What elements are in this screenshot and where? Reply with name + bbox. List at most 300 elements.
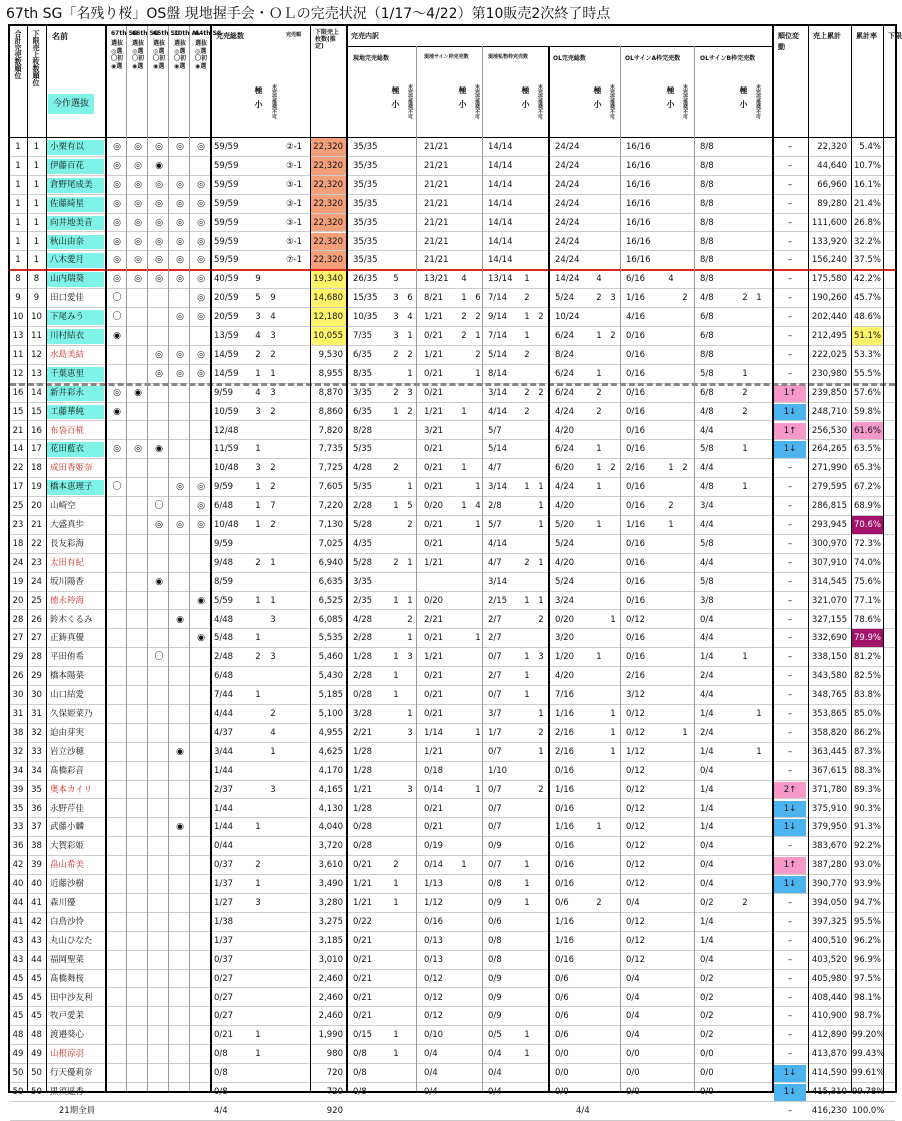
detail-d3-sho: 1 — [538, 501, 544, 512]
goku-count — [252, 176, 264, 194]
detail-d3-sho — [535, 989, 547, 1007]
detail-d5: 0/16 — [626, 406, 646, 417]
detail-d1-goku: 3 — [393, 331, 399, 341]
detail-d5-sho — [679, 837, 691, 855]
detail-d1-goku — [390, 781, 402, 799]
detail-d6-goku — [739, 724, 751, 742]
goku-count — [252, 1064, 264, 1082]
cum-rate: 72.3% — [853, 538, 881, 549]
detail-d3-goku: 2 — [524, 293, 530, 304]
detail-d5-sho — [679, 1007, 691, 1025]
member-name: 橋本陽菜 — [50, 671, 85, 682]
detail-d1-goku — [390, 951, 402, 969]
detail-d1-sho: 1 — [407, 482, 413, 493]
cum-rate: 82.5% — [853, 671, 881, 682]
detail-d4-sho: 3 — [610, 293, 616, 304]
table-row — [10, 270, 895, 289]
detail-d6: 0/2 — [700, 992, 714, 1003]
detail-d1-goku: 1 — [393, 595, 399, 606]
detail-d1: 0/28 — [353, 690, 373, 701]
lower-sales: 5,460 — [318, 652, 343, 663]
detail-d5-goku — [665, 176, 677, 194]
sho-count — [266, 270, 280, 288]
table-row — [10, 686, 895, 705]
cum-rate: 10.7% — [853, 160, 881, 171]
detail-d2-goku — [458, 592, 470, 610]
table-row — [10, 251, 895, 270]
detail-d5: 1/16 — [626, 293, 646, 304]
lower-sales: 3,185 — [318, 935, 343, 946]
table-row — [10, 592, 895, 611]
detail-d4: 24/24 — [555, 198, 580, 209]
detail-d5-sho — [679, 1045, 691, 1063]
header-d3-mikanbai: 未完売推奨不可 — [537, 84, 543, 119]
detail-d6: 8/8 — [700, 179, 714, 190]
detail-d3-goku — [521, 459, 533, 477]
detail-d6: 0/4 — [700, 879, 714, 890]
detail-d2-goku — [458, 875, 470, 893]
detail-d3-goku — [521, 932, 533, 950]
detail-d4-goku — [593, 932, 605, 950]
table-row — [10, 894, 895, 913]
detail-d6-sho: 1 — [756, 746, 762, 757]
detail-d2: 0/21 — [424, 803, 444, 814]
rank-total-cell: 25 — [12, 501, 24, 512]
member-name: 田中沙友利 — [50, 992, 93, 1003]
detail-d1: 0/21 — [353, 1011, 373, 1022]
detail-d6-goku — [739, 1083, 751, 1101]
detail-d2-goku — [458, 913, 470, 931]
table-row — [10, 176, 895, 195]
rank-change: – — [787, 973, 793, 984]
detail-d3-goku — [521, 497, 533, 515]
member-name: 髙橋舞桜 — [50, 973, 85, 984]
cum-rate: 99.78% — [852, 1087, 885, 1097]
rank-change: – — [787, 1011, 793, 1022]
detail-d6-sho — [753, 573, 765, 591]
detail-d1-sho — [404, 762, 416, 780]
sold-total: 0/8 — [214, 1068, 228, 1079]
history-mark: ◎ — [176, 255, 184, 266]
detail-d1: 6/35 — [353, 406, 373, 417]
detail-d3: 14/14 — [488, 217, 513, 228]
detail-d4: 24/24 — [555, 179, 580, 190]
cum-sales: 300,970 — [811, 538, 847, 549]
detail-d1-goku — [390, 251, 402, 269]
detail-d4: 3/20 — [555, 633, 575, 644]
detail-d6-goku — [739, 781, 751, 799]
detail-d6-goku — [739, 195, 751, 213]
sold-total: 3/44 — [214, 746, 234, 757]
detail-d4: 0/6 — [555, 1030, 569, 1041]
cum-rate: 99.20% — [852, 1030, 885, 1041]
detail-d3: 5/14 — [488, 444, 508, 455]
rank-change: – — [787, 520, 793, 530]
detail-d1-goku — [390, 611, 402, 629]
detail-d2-goku — [458, 629, 470, 647]
header-legend-10: 選抜 ◎選 〇初 ◉選 — [174, 40, 187, 70]
detail-d3: 0/6 — [488, 916, 502, 927]
selection-divider-line — [10, 269, 895, 271]
sold-total: 6/48 — [214, 501, 234, 512]
header-selected-badge: 今作選抜 — [48, 94, 94, 114]
detail-d1-sho — [404, 573, 416, 591]
cum-rate: 83.8% — [853, 690, 881, 701]
cum-rate: 77.1% — [853, 595, 881, 606]
detail-d1-sho: 1 — [407, 557, 413, 568]
detail-d2-sho: 2 — [475, 349, 481, 360]
table-row — [10, 800, 895, 819]
detail-d4-sho: 1 — [610, 746, 616, 757]
sold-total: 6/48 — [214, 671, 234, 682]
goku-count: 1 — [255, 501, 261, 512]
detail-d4-goku — [593, 346, 605, 364]
goku-count — [252, 157, 264, 175]
detail-d1: 0/21 — [353, 992, 373, 1003]
detail-d1: 2/21 — [353, 727, 373, 738]
detail-d5: 0/16 — [626, 501, 646, 512]
detail-d1-goku: 1 — [393, 652, 399, 663]
detail-d4-goku — [593, 724, 605, 742]
detail-d3: 0/7 — [488, 690, 502, 701]
detail-d1: 35/35 — [353, 236, 378, 247]
detail-d6-goku — [739, 1007, 751, 1025]
sho-count — [266, 1045, 280, 1063]
detail-d2: 0/21 — [424, 463, 444, 474]
detail-d5-sho — [679, 214, 691, 232]
rank-change: – — [787, 690, 793, 701]
detail-d3-sho — [535, 422, 547, 440]
detail-d6-goku — [739, 157, 751, 175]
goku-count: 3 — [255, 406, 261, 417]
member-name: 徳永羚海 — [50, 595, 85, 606]
rank-lower-cell: 28 — [31, 652, 42, 663]
header-sho: 小 — [254, 100, 263, 108]
detail-d5-sho — [679, 875, 691, 893]
member-name: 工藤華純 — [47, 405, 104, 420]
sho-count — [266, 1083, 280, 1101]
lower-sales: 22,320 — [311, 251, 346, 269]
detail-d2: 0/21 — [424, 520, 444, 530]
rank-lower-cell: 27 — [31, 633, 42, 644]
detail-d3: 3/14 — [488, 482, 508, 493]
table-row — [10, 818, 895, 837]
detail-d6-sho — [753, 251, 765, 269]
detail-d4-goku — [593, 629, 605, 647]
detail-d3-sho — [535, 686, 547, 704]
history-mark: ◎ — [176, 482, 184, 493]
sold-order — [286, 762, 310, 780]
header-d5-sho: 小 — [666, 100, 675, 108]
detail-d3-sho — [535, 913, 547, 931]
detail-d4-sho — [607, 894, 619, 912]
rank-total-cell: 19 — [12, 576, 24, 587]
detail-d5: 0/12 — [626, 954, 646, 965]
goku-count: 3 — [255, 312, 261, 323]
table-row — [10, 365, 895, 384]
goku-count: 4 — [255, 331, 261, 341]
detail-d4: 0/6 — [555, 992, 569, 1003]
detail-d1-goku — [390, 233, 402, 251]
history-mark: ◎ — [176, 520, 184, 530]
sold-order — [286, 554, 310, 572]
detail-d5-goku — [665, 705, 677, 723]
history-mark: ◎ — [155, 368, 163, 379]
summary-name: 21期全員 — [58, 1105, 96, 1116]
detail-d6: 4/4 — [700, 690, 714, 701]
detail-d5-sho — [679, 384, 691, 402]
sold-order — [286, 1064, 310, 1082]
detail-d5-sho — [679, 592, 691, 610]
detail-d2-goku: 1 — [461, 501, 467, 512]
rank-change: – — [787, 274, 793, 285]
detail-d5-goku: 1 — [668, 463, 674, 474]
detail-d5-sho — [679, 970, 691, 988]
detail-d1-goku — [390, 422, 402, 440]
detail-d2-goku — [458, 818, 470, 836]
detail-d5: 0/16 — [626, 652, 646, 663]
history-mark: ◉ — [155, 160, 163, 171]
detail-d5-goku — [665, 327, 677, 345]
detail-d5-sho — [679, 1026, 691, 1044]
detail-d4-sho: 2 — [610, 331, 616, 341]
detail-d2-goku — [458, 1064, 470, 1082]
detail-d2-goku — [458, 478, 470, 496]
detail-d6: 4/4 — [700, 463, 714, 474]
cum-sales: 413,870 — [811, 1049, 847, 1060]
detail-d5-goku — [665, 951, 677, 969]
detail-d1-goku — [390, 1007, 402, 1025]
detail-d6: 4/8 — [700, 406, 714, 417]
detail-d1-sho — [404, 686, 416, 704]
detail-d4-goku — [593, 705, 605, 723]
detail-d2: 0/13 — [424, 935, 444, 946]
cum-sales: 375,910 — [811, 803, 847, 814]
detail-d1-sho: 2 — [407, 520, 413, 530]
detail-d1: 2/28 — [353, 501, 373, 512]
cum-sales: 371,780 — [811, 784, 847, 795]
detail-d1-goku — [390, 913, 402, 931]
detail-d1-goku — [390, 195, 402, 213]
history-mark: ◎ — [113, 387, 121, 398]
detail-d2-goku — [458, 535, 470, 553]
detail-d1-sho: 6 — [407, 293, 413, 304]
detail-d6: 4/8 — [700, 482, 714, 493]
detail-d6: 0/2 — [700, 1011, 714, 1022]
detail-d5: 0/12 — [626, 916, 646, 927]
detail-d4: 24/24 — [555, 160, 580, 171]
history-mark: ◎ — [176, 349, 184, 360]
history-mark: ◉ — [176, 822, 184, 833]
detail-d2: 0/21 — [424, 671, 444, 682]
detail-d2: 21/21 — [424, 142, 449, 152]
cum-rate: 21.4% — [853, 198, 881, 209]
detail-d3-goku — [521, 440, 533, 458]
detail-d3-goku: 1 — [524, 1049, 530, 1060]
detail-d6-goku — [739, 327, 751, 345]
goku-count: 1 — [255, 368, 261, 379]
rank-lower-cell: 17 — [31, 444, 42, 455]
detail-d3-sho — [535, 270, 547, 288]
detail-d4-sho — [607, 629, 619, 647]
member-name: 水島美結 — [50, 349, 85, 360]
detail-d4-goku — [593, 554, 605, 572]
lower-sales: 9,530 — [318, 349, 343, 360]
detail-d5-sho — [679, 800, 691, 818]
detail-d1: 8/35 — [353, 368, 373, 379]
detail-d6-sho — [753, 516, 765, 534]
member-name: 橋本恵理子 — [47, 480, 104, 495]
detail-d6-sho — [753, 327, 765, 345]
cum-rate: 75.6% — [853, 576, 881, 587]
detail-d4: 5/24 — [555, 576, 575, 587]
detail-d1-goku: 1 — [393, 898, 399, 908]
detail-d1-sho — [404, 856, 416, 874]
detail-d4-goku: 1 — [596, 482, 602, 493]
rank-total-cell: 8 — [15, 274, 21, 285]
detail-d6-sho — [753, 800, 765, 818]
detail-d5-goku — [665, 195, 677, 213]
member-name: 向井地美音 — [47, 216, 104, 231]
table-row — [10, 856, 895, 875]
lower-sales: 4,040 — [318, 822, 343, 833]
detail-d1-goku — [390, 138, 402, 156]
lower-sales: 7,220 — [318, 501, 343, 512]
sold-order — [286, 535, 310, 553]
sho-count: 3 — [270, 614, 276, 625]
detail-d1-sho — [404, 1026, 416, 1044]
detail-d2-goku — [458, 384, 470, 402]
detail-d5-goku — [665, 289, 677, 307]
sold-total: 59/59 — [214, 179, 239, 190]
lower-sales: 22,320 — [311, 214, 346, 232]
table-row — [10, 214, 895, 233]
detail-d3: 14/14 — [488, 255, 513, 266]
detail-d4-sho — [607, 686, 619, 704]
detail-d2-goku — [458, 138, 470, 156]
history-mark: ◎ — [113, 217, 121, 228]
sold-total: 5/59 — [214, 595, 234, 606]
rank-lower-cell: 18 — [31, 463, 42, 474]
detail-d4: 0/6 — [555, 898, 569, 908]
detail-d1-sho — [404, 913, 416, 931]
lower-sales: 7,735 — [318, 444, 343, 455]
detail-d1-goku: 1 — [393, 671, 399, 682]
detail-d4-sho — [607, 856, 619, 874]
detail-d5-sho — [679, 762, 691, 780]
cum-rate: 78.6% — [853, 614, 881, 625]
detail-d1-sho: 1 — [407, 633, 413, 644]
history-mark: 〇 — [154, 652, 164, 663]
detail-d5-goku — [665, 214, 677, 232]
member-name: 福岡聖菜 — [50, 954, 85, 965]
detail-d4-sho — [607, 573, 619, 591]
detail-d4: 0/16 — [555, 803, 575, 814]
cum-sales: 343,580 — [811, 671, 847, 682]
goku-count — [252, 989, 264, 1007]
detail-d2-goku — [458, 346, 470, 364]
detail-d3-sho — [535, 157, 547, 175]
sold-order — [286, 270, 310, 288]
detail-d4-sho — [607, 554, 619, 572]
detail-d4: 0/16 — [555, 841, 575, 852]
rank-change: – — [787, 463, 793, 474]
lower-sales: 7,130 — [318, 520, 343, 530]
detail-d6: 0/0 — [700, 1049, 714, 1060]
detail-d5: 0/12 — [626, 879, 646, 890]
sold-total: 1/37 — [214, 879, 234, 890]
detail-d3-sho: 2 — [538, 387, 544, 398]
header-d4-sho: 小 — [593, 100, 602, 108]
detail-d6-sho — [753, 648, 765, 666]
history-mark: ◎ — [197, 142, 205, 152]
rank-lower-cell: 1 — [33, 179, 40, 190]
history-mark: ◎ — [134, 444, 142, 455]
detail-d1-sho: 2 — [407, 349, 413, 360]
detail-d2-goku — [458, 667, 470, 685]
detail-d2: 0/12 — [424, 992, 444, 1003]
rank-lower-cell: 32 — [31, 727, 42, 738]
detail-d6-goku — [739, 989, 751, 1007]
cum-rate: 86.2% — [853, 727, 881, 738]
detail-d2-goku — [458, 1045, 470, 1063]
sold-order: ②-1 — [286, 142, 303, 152]
cum-rate: 37.5% — [853, 255, 881, 266]
history-mark: ◎ — [197, 274, 205, 285]
detail-d3-goku — [521, 535, 533, 553]
sold-order — [286, 705, 310, 723]
table-row — [10, 422, 895, 441]
cum-sales: 332,690 — [811, 633, 847, 644]
detail-d2: 0/4 — [424, 1068, 438, 1079]
cum-rate: 5.4% — [859, 142, 881, 152]
history-mark: ◎ — [197, 255, 205, 266]
detail-d1: 35/35 — [353, 217, 378, 228]
detail-d4-sho — [607, 176, 619, 194]
detail-d3-goku — [521, 157, 533, 175]
sold-order — [286, 800, 310, 818]
detail-d1: 3/35 — [353, 576, 373, 587]
rank-change: – — [787, 954, 793, 965]
sho-count — [266, 535, 280, 553]
detail-d5: 3/12 — [626, 690, 646, 701]
detail-d5: 16/16 — [626, 236, 651, 247]
rank-lower-cell: 41 — [31, 898, 42, 908]
sho-count: 3 — [270, 387, 276, 398]
sold-total: 0/21 — [214, 1030, 234, 1041]
detail-d1: 5/28 — [353, 520, 373, 530]
rank-change: 1↑ — [774, 423, 806, 440]
table-row — [10, 440, 895, 459]
summary-total: 4/4 — [214, 1105, 228, 1116]
sho-count: 2 — [270, 463, 276, 474]
detail-d4: 8/24 — [555, 349, 575, 360]
detail-d1: 7/35 — [353, 331, 373, 341]
cum-rate: 42.2% — [853, 274, 881, 285]
detail-d4: 2/16 — [555, 746, 575, 757]
detail-d1: 1/21 — [353, 898, 373, 908]
detail-d1-goku — [390, 157, 402, 175]
sold-total: 1/38 — [214, 916, 234, 927]
detail-d6-sho — [753, 308, 765, 326]
detail-d5-goku — [665, 932, 677, 950]
rank-change: – — [787, 652, 793, 663]
detail-d2-goku — [458, 195, 470, 213]
detail-d3-goku — [521, 743, 533, 761]
rank-total-cell: 1 — [15, 179, 21, 190]
goku-count: 1 — [255, 879, 261, 890]
detail-d3-goku: 2 — [524, 387, 530, 398]
